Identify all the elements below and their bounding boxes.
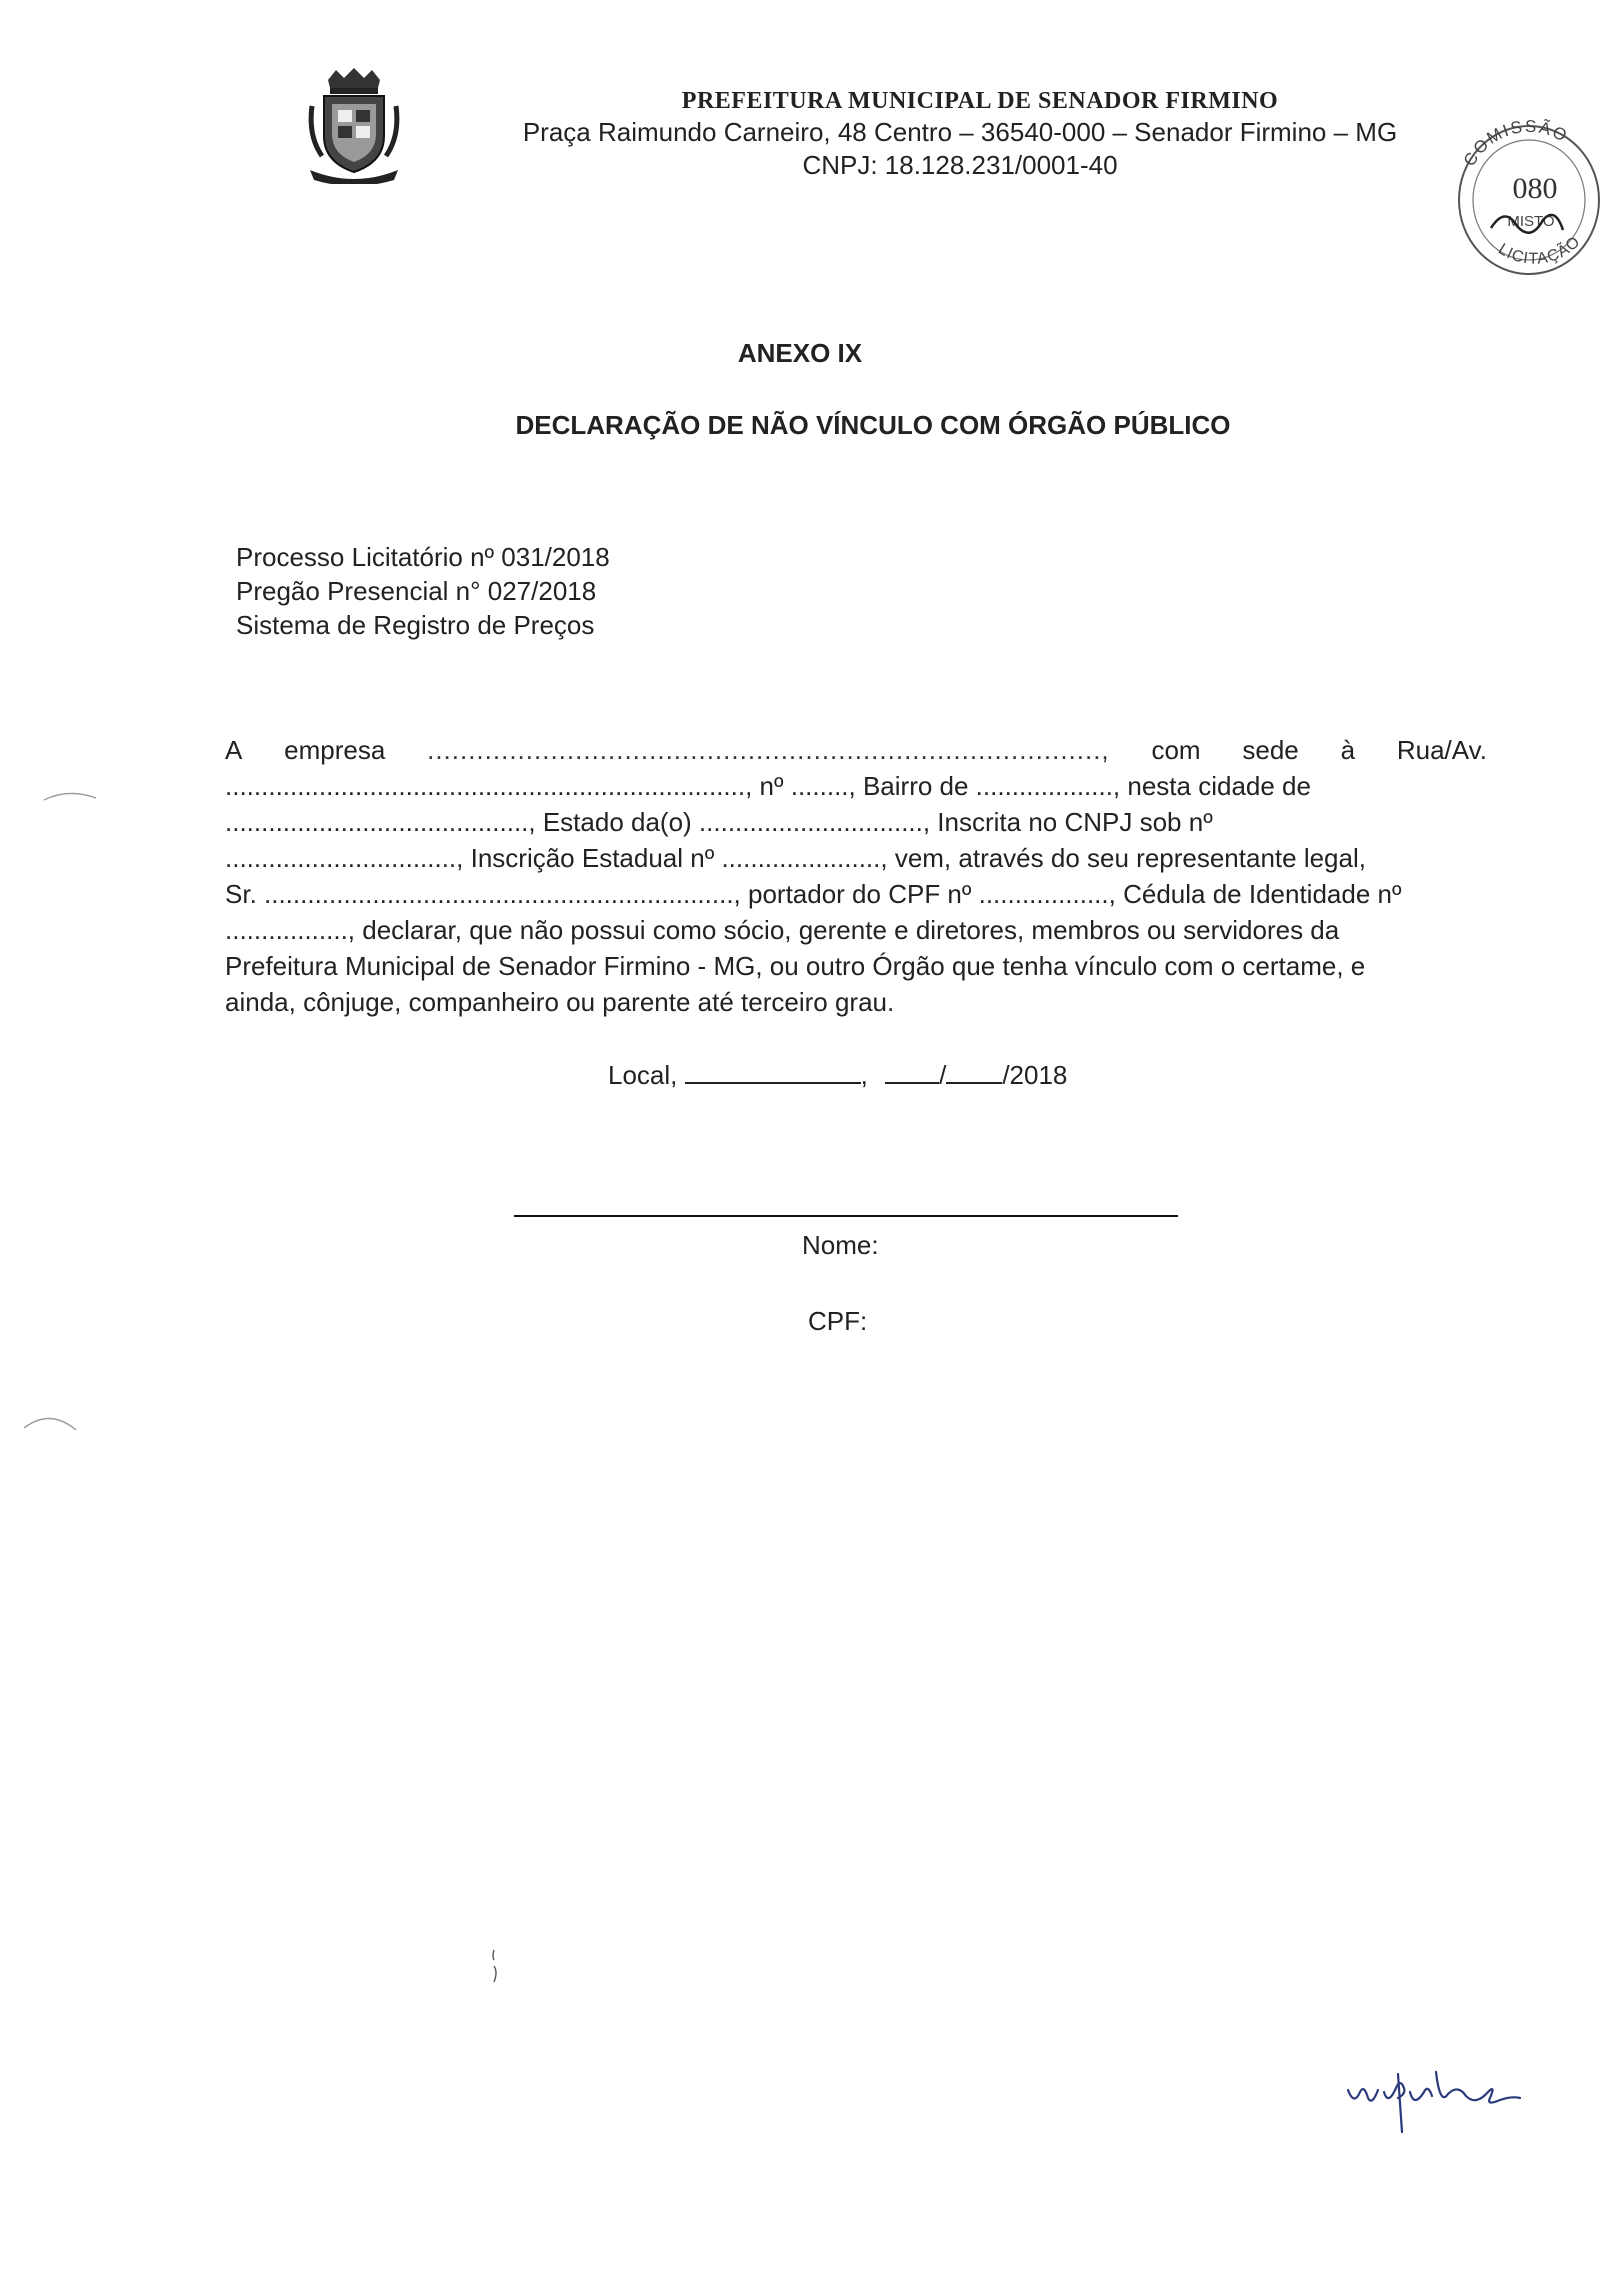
company-name-blank: .................................................................................., <box>427 735 1110 765</box>
coat-of-arms-icon <box>308 66 400 184</box>
name-label: Nome: <box>802 1230 879 1260</box>
body-word: com <box>1151 735 1201 765</box>
commission-stamp-icon <box>1445 102 1600 277</box>
body-line-3 <box>225 804 1487 840</box>
body-line-text: ................................, Inscrição Estadual nº ......................, vem, através do seu representante legal, <box>225 843 1366 873</box>
pregao-number: Pregão Presencial n° 027/2018 <box>236 576 597 606</box>
body-line-text: ainda, cônjuge, companheiro ou parente até terceiro grau. <box>225 987 895 1017</box>
date-slash: / <box>939 1060 947 1090</box>
month-blank <box>946 1064 1002 1084</box>
place-blank <box>685 1064 861 1084</box>
punch-hole-mark-icon <box>20 1410 80 1434</box>
punch-hole-mark-icon <box>40 786 100 806</box>
body-line-8 <box>225 984 1487 1020</box>
stamp-number: 080 <box>1512 172 1558 205</box>
svg-text:LICITAÇÃO <box>1495 233 1584 268</box>
body-word: à <box>1340 735 1356 765</box>
signature-line <box>514 1215 1178 1217</box>
svg-text:COMISSÃO <box>1460 117 1572 170</box>
declaration-body <box>225 732 1487 1020</box>
annex-title: ANEXO IX <box>737 338 863 368</box>
day-blank <box>885 1064 939 1084</box>
body-line-4 <box>225 840 1487 876</box>
comma: , <box>860 1060 868 1090</box>
stamp-middle-text: MISTO <box>1507 213 1555 230</box>
body-word: empresa <box>284 735 386 765</box>
body-line-text: Prefeitura Municipal de Senador Firmino - MG, ou outro Órgão que tenha vínculo com o certame, e <box>225 951 1366 981</box>
body-line-text: .........................................., Estado da(o) ..............................., Inscrita no CNPJ sob nº <box>225 807 1213 837</box>
body-line-6 <box>225 912 1487 948</box>
body-line-7 <box>225 948 1487 984</box>
body-line-5 <box>225 876 1487 912</box>
body-line-text: Sr. ................................................................., portador do CPF nº .................., Cédula de Identidade nº <box>225 879 1402 909</box>
body-word: sede <box>1242 735 1299 765</box>
cpf-label: CPF: <box>808 1306 868 1336</box>
scan-speck-icon <box>488 1948 502 1984</box>
body-line-text: ........................................................................, nº ........, Bairro de ..................., nesta cidade de <box>225 771 1311 801</box>
organization-name: PREFEITURA MUNICIPAL DE SENADOR FIRMINO <box>681 88 1279 114</box>
place-date-line <box>608 1060 1067 1091</box>
stamp-top-text: COMISSÃO <box>1459 116 1572 170</box>
declaration-title: DECLARAÇÃO DE NÃO VÍNCULO COM ÓRGÃO PÚBLICO <box>515 410 1231 440</box>
body-line-1 <box>225 732 1487 768</box>
handwritten-initials-icon <box>1340 2062 1540 2142</box>
body-line-2 <box>225 768 1487 804</box>
organization-cnpj: CNPJ: 18.128.231/0001-40 <box>802 150 1118 180</box>
registration-system: Sistema de Registro de Preços <box>236 610 595 640</box>
year-text: /2018 <box>1002 1060 1068 1090</box>
body-word: Rua/Av. <box>1396 735 1487 765</box>
letterhead <box>480 88 1440 181</box>
stamp-bottom-text: LICITAÇÃO <box>1495 233 1584 268</box>
process-info <box>236 540 610 642</box>
local-label: Local, <box>608 1060 678 1090</box>
organization-address: Praça Raimundo Carneiro, 48 Centro – 36540-000 – Senador Firmino – MG <box>522 117 1398 147</box>
body-line-text: ................., declarar, que não possui como sócio, gerente e diretores, membros ou servidores da <box>225 915 1340 945</box>
process-number: Processo Licitatório nº 031/2018 <box>236 542 610 572</box>
body-word: A <box>225 735 243 765</box>
